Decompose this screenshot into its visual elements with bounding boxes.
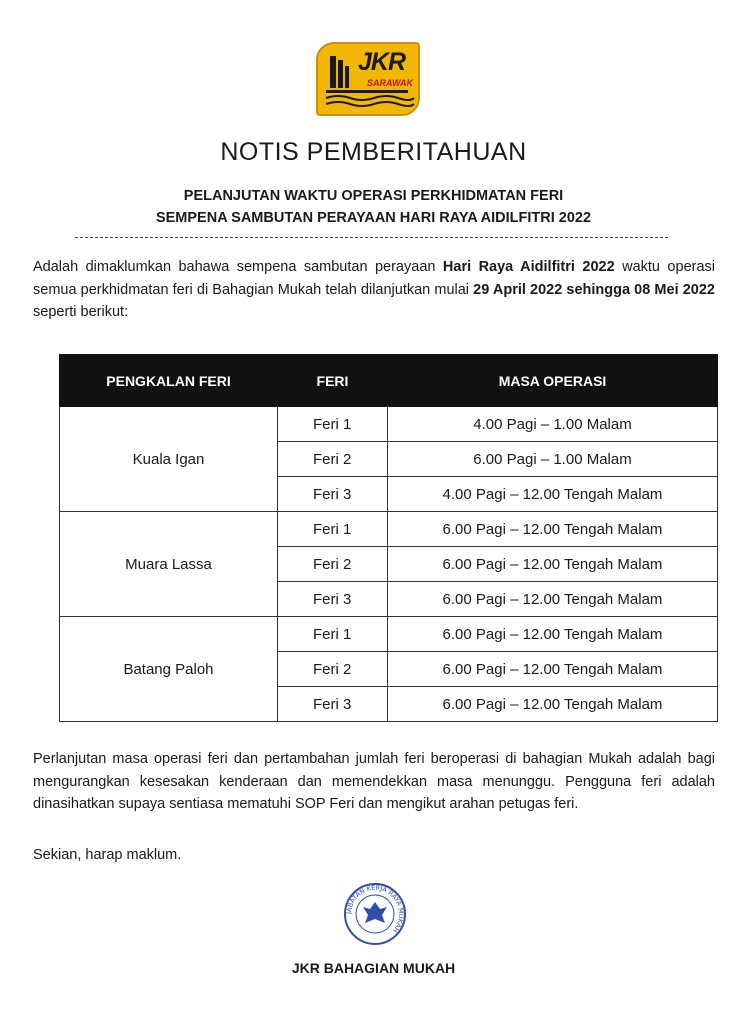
feri-cell: Feri 1: [278, 512, 388, 547]
table-row: [60, 407, 718, 442]
feri-cell: Feri 2: [278, 652, 388, 687]
table-row: [60, 617, 718, 652]
page-title: NOTIS PEMBERITAHUAN: [220, 138, 527, 166]
body-paragraph: Perlanjutan masa operasi feri dan pertambahan jumlah feri beroperasi di bahagian Mukah adalah bagi mengurangkan kesesakan kenderaan dan memendekkan masa menunggu. Pengguna feri adalah dinasihatkan supaya sentiasa mematuhi SOP Feri dan mengikut arahan petugas feri.: [33, 751, 715, 812]
masa-cell: 6.00 Pagi – 1.00 Malam: [388, 442, 718, 477]
ferry-schedule-table: [59, 354, 718, 722]
seal-text: JABATAN KERJA RAYA MUKAH: [344, 883, 406, 935]
table-row: [60, 512, 718, 547]
masa-cell: 6.00 Pagi – 12.00 Tengah Malam: [388, 652, 718, 687]
logo-text: JKR: [358, 48, 406, 76]
feri-cell: Feri 2: [278, 442, 388, 477]
feri-cell: Feri 2: [278, 547, 388, 582]
header-masa: MASA OPERASI: [388, 355, 718, 407]
closing-text: Sekian, harap maklum.: [33, 847, 182, 863]
subtitle-line-2: SEMPENA SAMBUTAN PERAYAAN HARI RAYA AIDILFITRI 2022: [155, 210, 592, 226]
intro-text-2: waktu operasi semua perkhidmatan feri di Bahagian Mukah telah dilanjutkan mulai: [33, 259, 715, 298]
masa-cell: 4.00 Pagi – 1.00 Malam: [388, 407, 718, 442]
pengkalan-cell: Muara Lassa: [60, 512, 278, 617]
signature: JKR BAHAGIAN MUKAH: [291, 960, 456, 976]
intro-bold-2: 29 April 2022 sehingga 08 Mei 2022: [473, 281, 715, 298]
masa-cell: 6.00 Pagi – 12.00 Tengah Malam: [388, 547, 718, 582]
subtitle-line-1: PELANJUTAN WAKTU OPERASI PERKHIDMATAN FERI: [183, 188, 564, 204]
intro-text-1: Adalah dimaklumkan bahawa sempena sambutan perayaan: [33, 259, 443, 275]
header-pengkalan: PENGKALAN FERI: [60, 355, 278, 407]
feri-cell: Feri 1: [278, 617, 388, 652]
masa-cell: 4.00 Pagi – 12.00 Tengah Malam: [388, 477, 718, 512]
jkr-mukah-seal: [343, 882, 407, 946]
pengkalan-cell: Batang Paloh: [60, 617, 278, 722]
feri-cell: Feri 3: [278, 582, 388, 617]
eagle-emblem-icon: [363, 902, 387, 923]
masa-cell: 6.00 Pagi – 12.00 Tengah Malam: [388, 617, 718, 652]
pengkalan-cell: Kuala Igan: [60, 407, 278, 512]
masa-cell: 6.00 Pagi – 12.00 Tengah Malam: [388, 512, 718, 547]
intro-paragraph: [33, 256, 715, 324]
header-feri: FERI: [278, 355, 388, 407]
intro-text-3: seperti berikut:: [33, 304, 129, 320]
logo-subtext: SARAWAK: [367, 78, 414, 88]
table-header-row: [60, 355, 718, 407]
masa-cell: 6.00 Pagi – 12.00 Tengah Malam: [388, 687, 718, 722]
dashed-divider: [75, 237, 668, 238]
feri-cell: Feri 1: [278, 407, 388, 442]
feri-cell: Feri 3: [278, 477, 388, 512]
feri-cell: Feri 3: [278, 687, 388, 722]
intro-bold-1: Hari Raya Aidilfitri 2022: [442, 259, 615, 275]
jkr-logo: [316, 42, 420, 116]
masa-cell: 6.00 Pagi – 12.00 Tengah Malam: [388, 582, 718, 617]
